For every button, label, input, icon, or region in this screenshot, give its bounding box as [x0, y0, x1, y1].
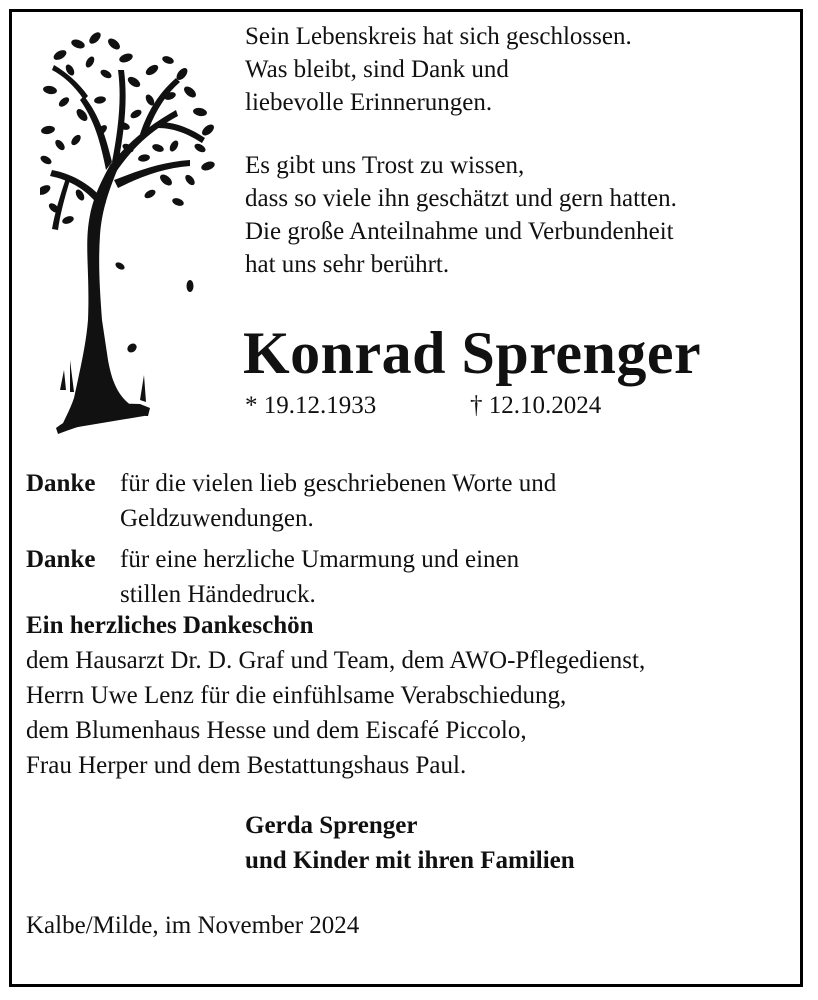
poem-line: dass so viele ihn geschätzt und gern hatten.	[245, 185, 677, 212]
poem-line: Die große Anteilnahme und Verbundenheit	[245, 218, 674, 245]
extra-thanks-heading: Ein herzliches Dankeschön	[26, 612, 314, 639]
thanks-text	[120, 542, 680, 612]
extra-thanks-line: Herrn Uwe Lenz für die einfühlsame Verabschiedung,	[26, 682, 567, 709]
thanks-line: stillen Händedruck.	[120, 581, 316, 608]
poem-block	[245, 20, 785, 311]
poem-line: Was bleibt, sind Dank und	[245, 56, 509, 83]
signature-line: und Kinder mit ihren Familien	[245, 847, 575, 874]
signature-line: Gerda Sprenger	[245, 812, 418, 839]
extra-thanks-line: Frau Herper und dem Bestattungshaus Paul.	[26, 752, 467, 779]
thanks-line: für eine herzliche Umarmung und einen	[120, 546, 520, 573]
poem-line: Es gibt uns Trost zu wissen,	[245, 152, 525, 179]
thanks-text	[120, 466, 680, 536]
thanks-line: für die vielen lieb geschriebenen Worte und	[120, 470, 557, 497]
thanks-label: Danke	[26, 546, 96, 573]
extra-thanks-line: dem Hausarzt Dr. D. Graf und Team, dem AWO-Pflegedienst,	[26, 647, 646, 674]
extra-thanks-line: dem Blumenhaus Hesse und dem Eiscafé Piccolo,	[26, 717, 527, 744]
poem-stanza-1	[245, 20, 785, 119]
extra-thanks	[26, 608, 786, 783]
death-date: † 12.10.2024	[470, 392, 602, 419]
thanks-line: Geldzuwendungen.	[120, 505, 314, 532]
signature	[245, 808, 575, 878]
poem-line: Sein Lebenskreis hat sich geschlossen.	[245, 23, 632, 50]
poem-line: hat uns sehr berührt.	[245, 251, 450, 278]
birth-date: * 19.12.1933	[245, 392, 377, 419]
poem-line: liebevolle Erinnerungen.	[245, 89, 493, 116]
thanks-label: Danke	[26, 470, 96, 497]
place-date: Kalbe/Milde, im November 2024	[26, 912, 360, 939]
deceased-name: Konrad Sprenger	[243, 320, 702, 386]
tree-icon	[40, 30, 220, 440]
poem-stanza-2	[245, 149, 785, 281]
